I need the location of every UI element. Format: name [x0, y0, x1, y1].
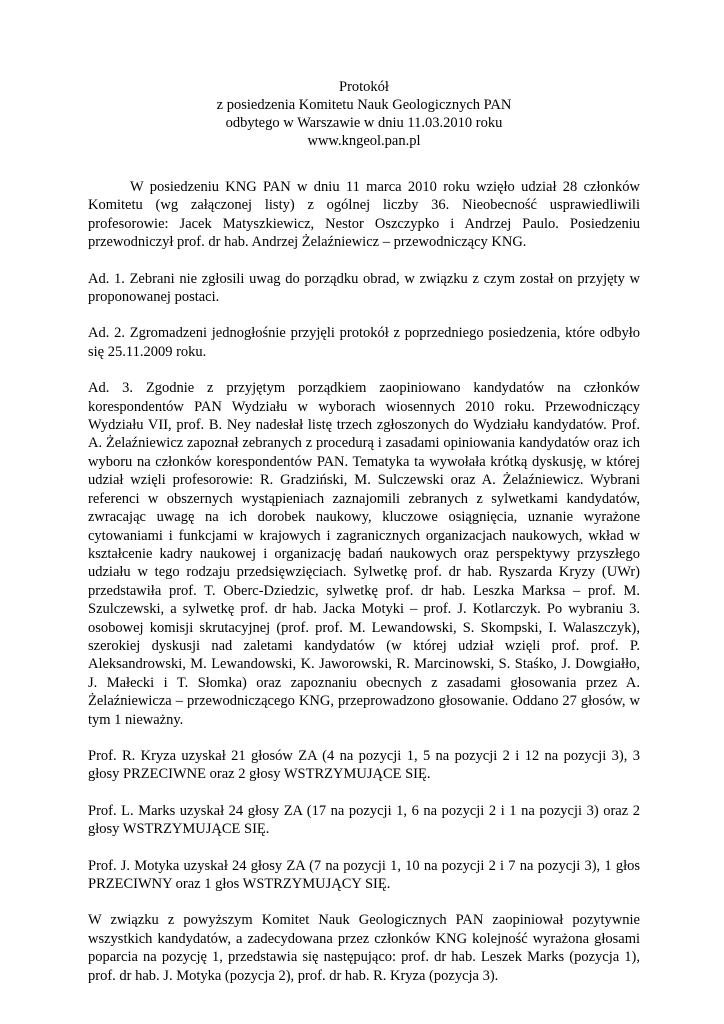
- vote-result-marks-paragraph: Prof. L. Marks uzyskał 24 głosy ZA (17 na pozycji 1, 6 na pozycji 2 i 1 na pozycji 3) oraz 2 głosy WSTRZYMUJĄCE SIĘ.: [88, 802, 640, 838]
- document-subtitle: z posiedzenia Komitetu Nauk Geologicznych PAN: [216, 97, 512, 113]
- agenda-item-2-paragraph: Ad. 2. Zgromadzeni jednogłośnie przyjęli protokół z poprzedniego posiedzenia, które odbyło się 25.11.2009 roku.: [88, 325, 640, 360]
- agenda-item-3-paragraph: Ad. 3. Zgodnie z przyjętym porządkiem zaopiniowano kandydatów na członków korespondentów PAN Wydziału w wyborach wiosennych 2010 roku. Przewodniczący Wydziału VII, prof. B. Ney nadesłał listę trzech zgłoszonych do Wydziału kandydatów. Prof. A. Żelaźniewicz zapoznał zebranych z procedurą i zasadami opiniowania kandydatów oraz ich wyboru na członków korespondentów PAN. Tematyka ta wywołała krótką dyskusję, w której udział wzięli profesorowie: R. Gradziński, M. Sulczewski oraz A. Żelaźniewicz. Wybrani referenci w obszernych wystąpieniach zaznajomili zebranych z sylwetkami kandydatów, zwracając uwagę na ich dorobek naukowy, kluczowe osiągnięcia, uznanie wyrażone cytowaniami i funkcjami w krajowych i zagranicznych organizacjach naukowych, wkład w kształcenie kadry naukowej i organizację badań naukowych oraz perspektywy przyszłego udziału w tego rodzaju przedsięwzięciach. Sylwetkę prof. dr hab. Ryszarda Kryzy (UWr) przedstawiła prof. T. Oberc-Dziedzic, sylwetkę prof. dr hab. Leszka Marksa – prof. M. Szulczewski, a sylwetkę prof. dr hab. Jacka Motyki – prof. J. Kotlarczyk. Po wybraniu 3. osobowej komisji skrutacyjnej (prof. prof. M. Lewandowski, S. Skompski, I. Walaszczyk), szerokiej dyskusji nad zaletami kandydatów (w której udział wzięli prof. prof. P. Aleksandrowski, M. Lewandowski, K. Jaworowski, R. Marcinowski, S. Staśko, J. Dowgiałło, J. Małecki i T. Słomka) oraz zapoznaniu obecnych z zasadami głosowania przez A. Żelaźniewicza – przewodniczącego KNG, przeprowadzono głosowanie. Oddano 27 głosów, w tym 1 nieważny.: [88, 380, 640, 728]
- meeting-date-line: odbytego w Warszawie w dniu 11.03.2010 roku: [225, 115, 503, 131]
- website-line: www.kngeol.pan.pl: [307, 133, 421, 149]
- intro-paragraph: W posiedzeniu KNG PAN w dniu 11 marca 2010 roku wzięło udział 28 członków Komitetu (wg załączonej listy) z ogólnej liczby 36. Nieobecność usprawiedliwili profesorowie: Jacek Matyszkiewicz, Nestor Oszczypko i Andrzej Paulo. Posiedzeniu przewodniczył prof. dr hab. Andrzej Żelaźniewicz – przewodniczący KNG.: [88, 179, 640, 251]
- vote-result-kryza-paragraph: Prof. R. Kryza uzyskał 21 głosów ZA (4 na pozycji 1, 5 na pozycji 2 i 12 na pozycji 3), 3 głosy PRZECIWNE oraz 2 głosy WSTRZYMUJĄCE SIĘ.: [88, 747, 640, 783]
- document-header: [88, 78, 640, 150]
- document-page: [88, 78, 640, 1003]
- vote-result-motyka-paragraph: Prof. J. Motyka uzyskał 24 głosy ZA (7 na pozycji 1, 10 na pozycji 2 i 7 na pozycji 3), 1 głos PRZECIWNY oraz 1 głos WSTRZYMUJĄCY SIĘ.: [88, 857, 640, 892]
- document-title: Protokół: [339, 79, 389, 95]
- conclusion-paragraph: W związku z powyższym Komitet Nauk Geologicznych PAN zaopiniował pozytywnie wszystkich kandydatów, a zadecydowana przez członków KNG kolejność wyrażona głosami poparcia na pozycję 1, przedstawia się następująco: prof. dr hab. Leszek Marks (pozycja 1), prof. dr hab. J. Motyka (pozycja 2), prof. dr hab. R. Kryza (pozycja 3).: [88, 912, 640, 984]
- agenda-item-1-paragraph: Ad. 1. Zebrani nie zgłosili uwag do porządku obrad, w związku z czym został on przyjęty w proponowanej postaci.: [88, 270, 640, 306]
